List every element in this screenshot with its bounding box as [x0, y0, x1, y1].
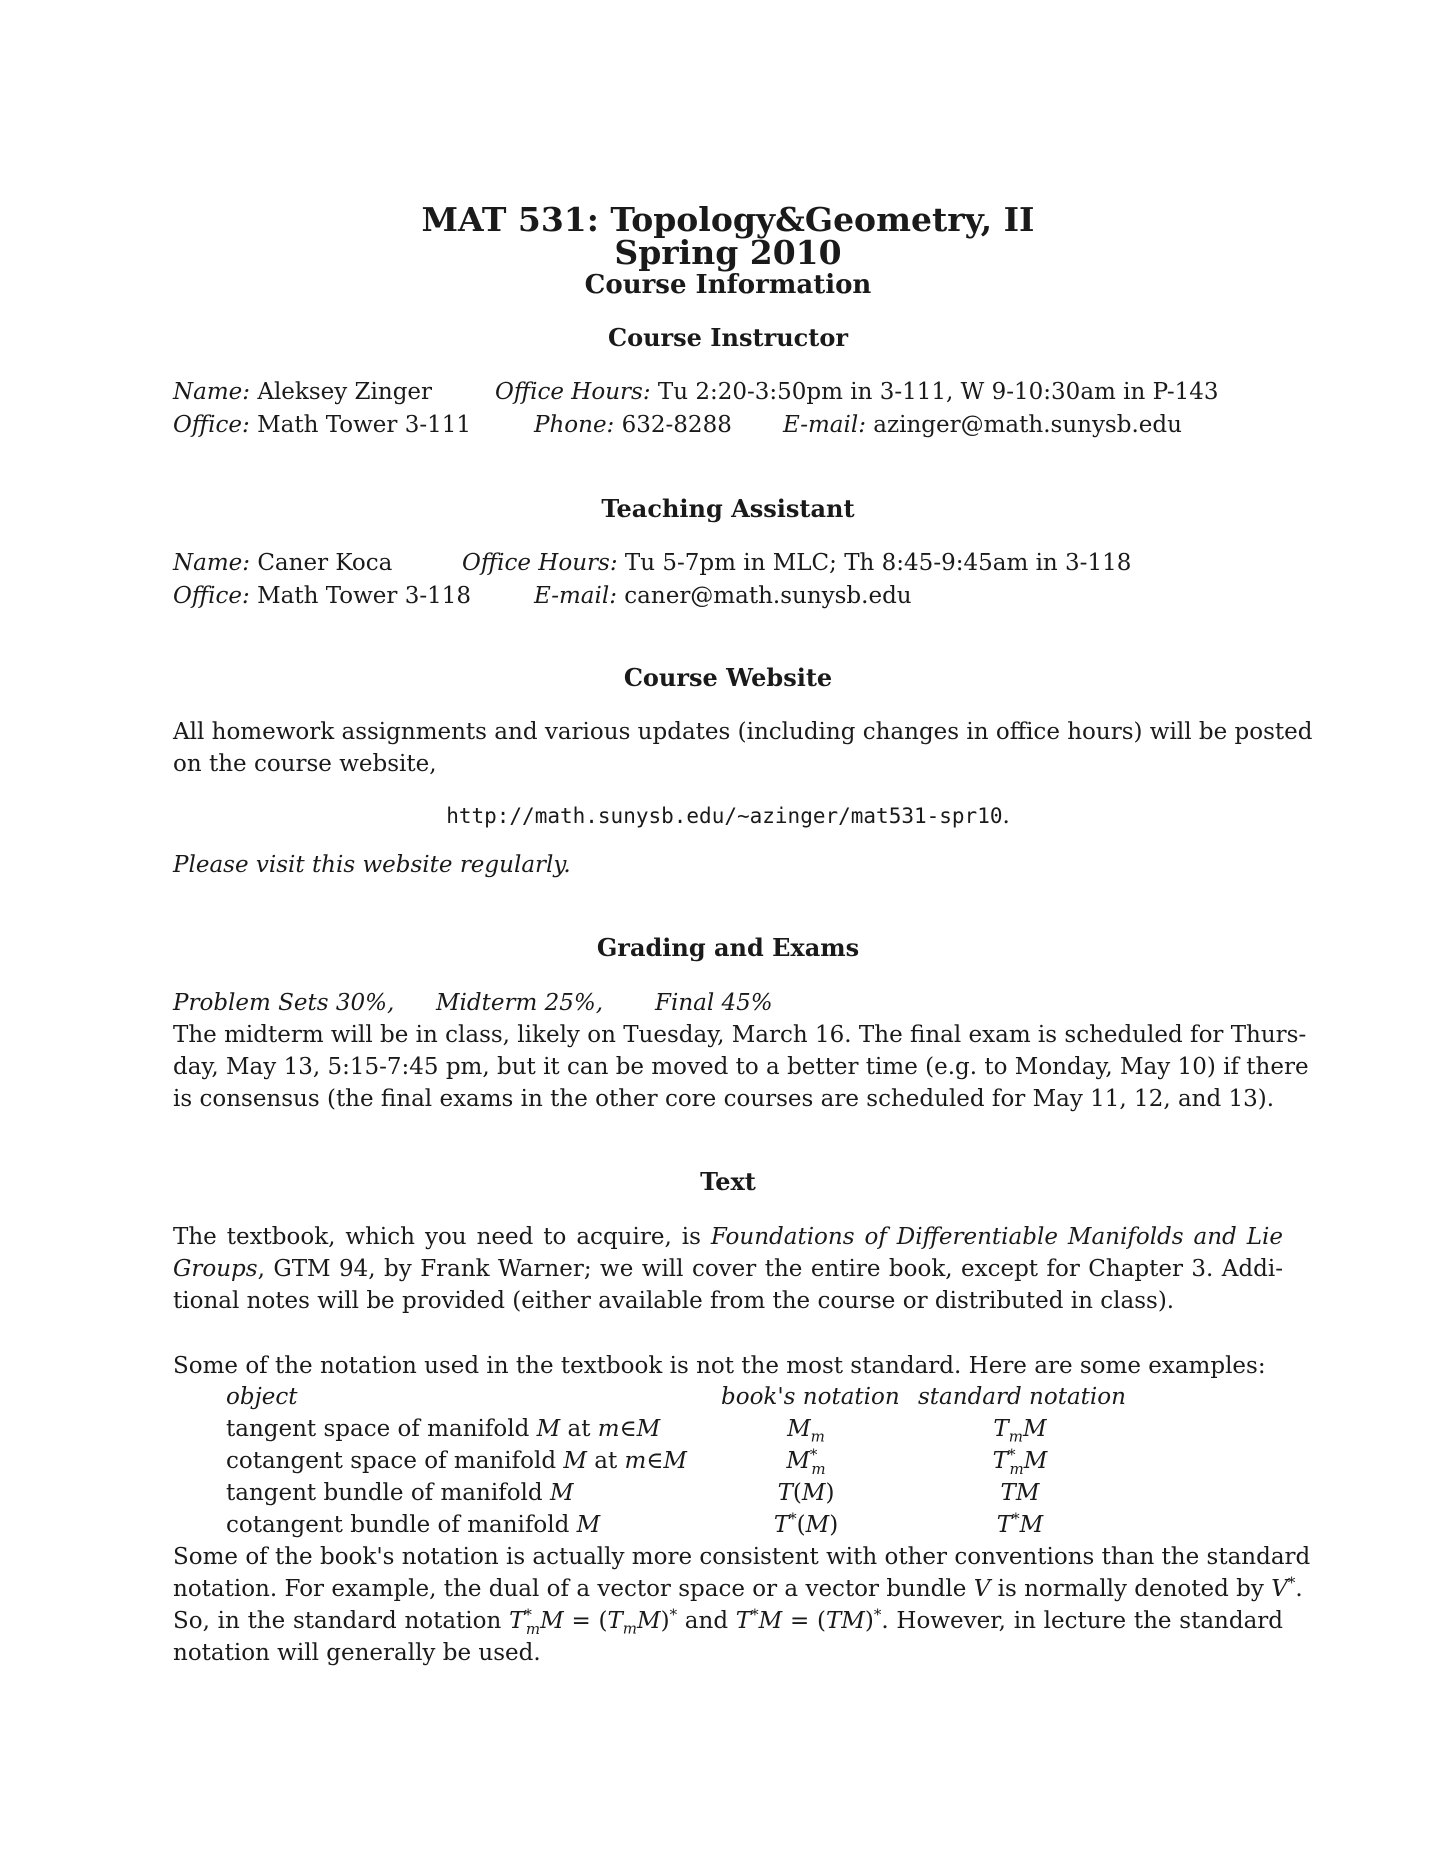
instructor-office-label: Office:	[173, 412, 250, 438]
instructor-email: azinger@math.sunysb.edu	[873, 412, 1182, 438]
section-heading-website: Course Website	[623, 663, 833, 692]
ta-email: caner@math.sunysb.edu	[624, 583, 912, 609]
table-header-book: book's notation	[721, 1384, 900, 1410]
section-heading-instructor: Course Instructor	[607, 323, 849, 352]
document-title: MAT 531: Topology&Geometry, II	[421, 200, 1035, 239]
instructor-name: Aleksey Zinger	[257, 379, 433, 405]
notation-line: So, in the standard notation $T^*_mM = (T_mM)^*$ and T*M = (TM)*. However, in lecture the standard	[173, 1605, 1284, 1638]
website-url-link[interactable]: http://math.sunysb.edu/∼azinger/mat531-spr10	[446, 804, 1003, 828]
ta-name-label: Name:	[173, 550, 251, 576]
table-header-standard: standard notation	[918, 1384, 1126, 1410]
table-cell-book: $M_m$	[787, 1416, 825, 1446]
grading-item-midterm: Midterm 25%,	[436, 990, 604, 1016]
instructor-hours-row	[495, 376, 1219, 408]
notation-paragraph	[173, 1541, 1311, 1669]
website-url-period: .	[1002, 803, 1010, 829]
ta-office-label: Office:	[173, 583, 250, 609]
textbook-paragraph	[173, 1221, 1283, 1317]
instructor-email-row	[783, 409, 1182, 441]
instructor-email-label: E-mail:	[783, 412, 866, 438]
grading-line: is consensus (the final exams in the other core courses are scheduled for May 11, 12, and 13).	[173, 1086, 1275, 1112]
website-line: on the course website,	[173, 751, 437, 777]
ta-hours-row	[462, 547, 1131, 579]
document-subtitle: Course Information	[584, 270, 872, 300]
textbook-line: tional notes will be provided (either available from the course or distributed in class).	[173, 1288, 1175, 1314]
table-row: tangent space of manifold M at m∈M	[226, 1416, 661, 1442]
textbook-title-cont: Groups	[173, 1256, 258, 1282]
grading-item-problem-sets: Problem Sets 30%,	[173, 990, 395, 1016]
grading-line: day, May 13, 5:15-7:45 pm, but it can be moved to a better time (e.g. to Monday, May 10) if there	[173, 1054, 1309, 1080]
notation-line: notation will generally be used.	[173, 1640, 541, 1666]
ta-hours: Tu 5-7pm in MLC; Th 8:45-9:45am in 3-118	[624, 550, 1132, 576]
grading-item-final: Final 45%	[655, 990, 773, 1016]
section-heading-grading: Grading and Exams	[596, 933, 860, 962]
instructor-hours-label: Office Hours:	[495, 379, 651, 405]
section-heading-ta: Teaching Assistant	[601, 494, 855, 523]
table-cell-book: T*(M)	[773, 1509, 839, 1538]
notation-line: notation. For example, the dual of a vector space or a vector bundle V is normally denoted by V*.	[173, 1573, 1303, 1602]
ta-hours-label: Office Hours:	[462, 550, 618, 576]
instructor-phone: 632-8288	[621, 412, 732, 438]
document-term: Spring 2010	[614, 233, 842, 272]
website-paragraph	[173, 716, 1313, 780]
table-cell-book: T(M)	[777, 1480, 835, 1506]
grading-paragraph	[173, 1019, 1309, 1115]
notation-line: Some of the book's notation is actually more consistent with other conventions than the standard	[173, 1544, 1311, 1570]
table-cell-standard: T*M	[996, 1509, 1044, 1538]
table-row: tangent bundle of manifold M	[226, 1480, 574, 1506]
table-cell-book: $M^*_m$	[786, 1445, 826, 1478]
ta-email-row	[534, 580, 912, 612]
table-cell-standard: $T_mM$	[993, 1416, 1047, 1446]
section-heading-text: Text	[700, 1167, 756, 1196]
instructor-office: Math Tower 3-111	[257, 412, 472, 438]
website-note: Please visit this website regularly.	[173, 852, 571, 878]
ta-name: Caner Koca	[257, 550, 393, 576]
website-line: All homework assignments and various updates (including changes in office hours) will be posted	[173, 719, 1313, 745]
table-cell-standard: TM	[1000, 1480, 1040, 1506]
textbook-line: The textbook, which you need to acquire, is Foundations of Differentiable Manifolds and Lie	[173, 1224, 1283, 1250]
instructor-name-label: Name:	[173, 379, 251, 405]
textbook-line: Groups, GTM 94, by Frank Warner; we will cover the entire book, except for Chapter 3. Addi-	[173, 1256, 1283, 1282]
instructor-phone-row	[534, 409, 732, 441]
table-row: cotangent space of manifold M at m∈M	[226, 1448, 687, 1474]
ta-email-label: E-mail:	[534, 583, 617, 609]
website-url-row	[0, 800, 1456, 832]
grading-line: The midterm will be in class, likely on Tuesday, March 16. The final exam is scheduled for Thurs-	[173, 1022, 1307, 1048]
ta-office: Math Tower 3-118	[257, 583, 472, 609]
instructor-office-row	[173, 409, 471, 441]
instructor-hours: Tu 2:20-3:50pm in 3-111, W 9-10:30am in P-143	[657, 379, 1219, 405]
instructor-name-row	[173, 376, 432, 408]
ta-office-row	[173, 580, 471, 612]
ta-name-row	[173, 547, 392, 579]
table-row: cotangent bundle of manifold M	[226, 1512, 601, 1538]
table-header-object: object	[226, 1384, 298, 1410]
textbook-title: Foundations of Differentiable Manifolds and Lie	[710, 1224, 1283, 1250]
instructor-phone-label: Phone:	[534, 412, 615, 438]
table-cell-standard: $T^*_mM$	[992, 1445, 1048, 1478]
notation-intro: Some of the notation used in the textbook is not the most standard. Here are some examples:	[173, 1353, 1266, 1379]
